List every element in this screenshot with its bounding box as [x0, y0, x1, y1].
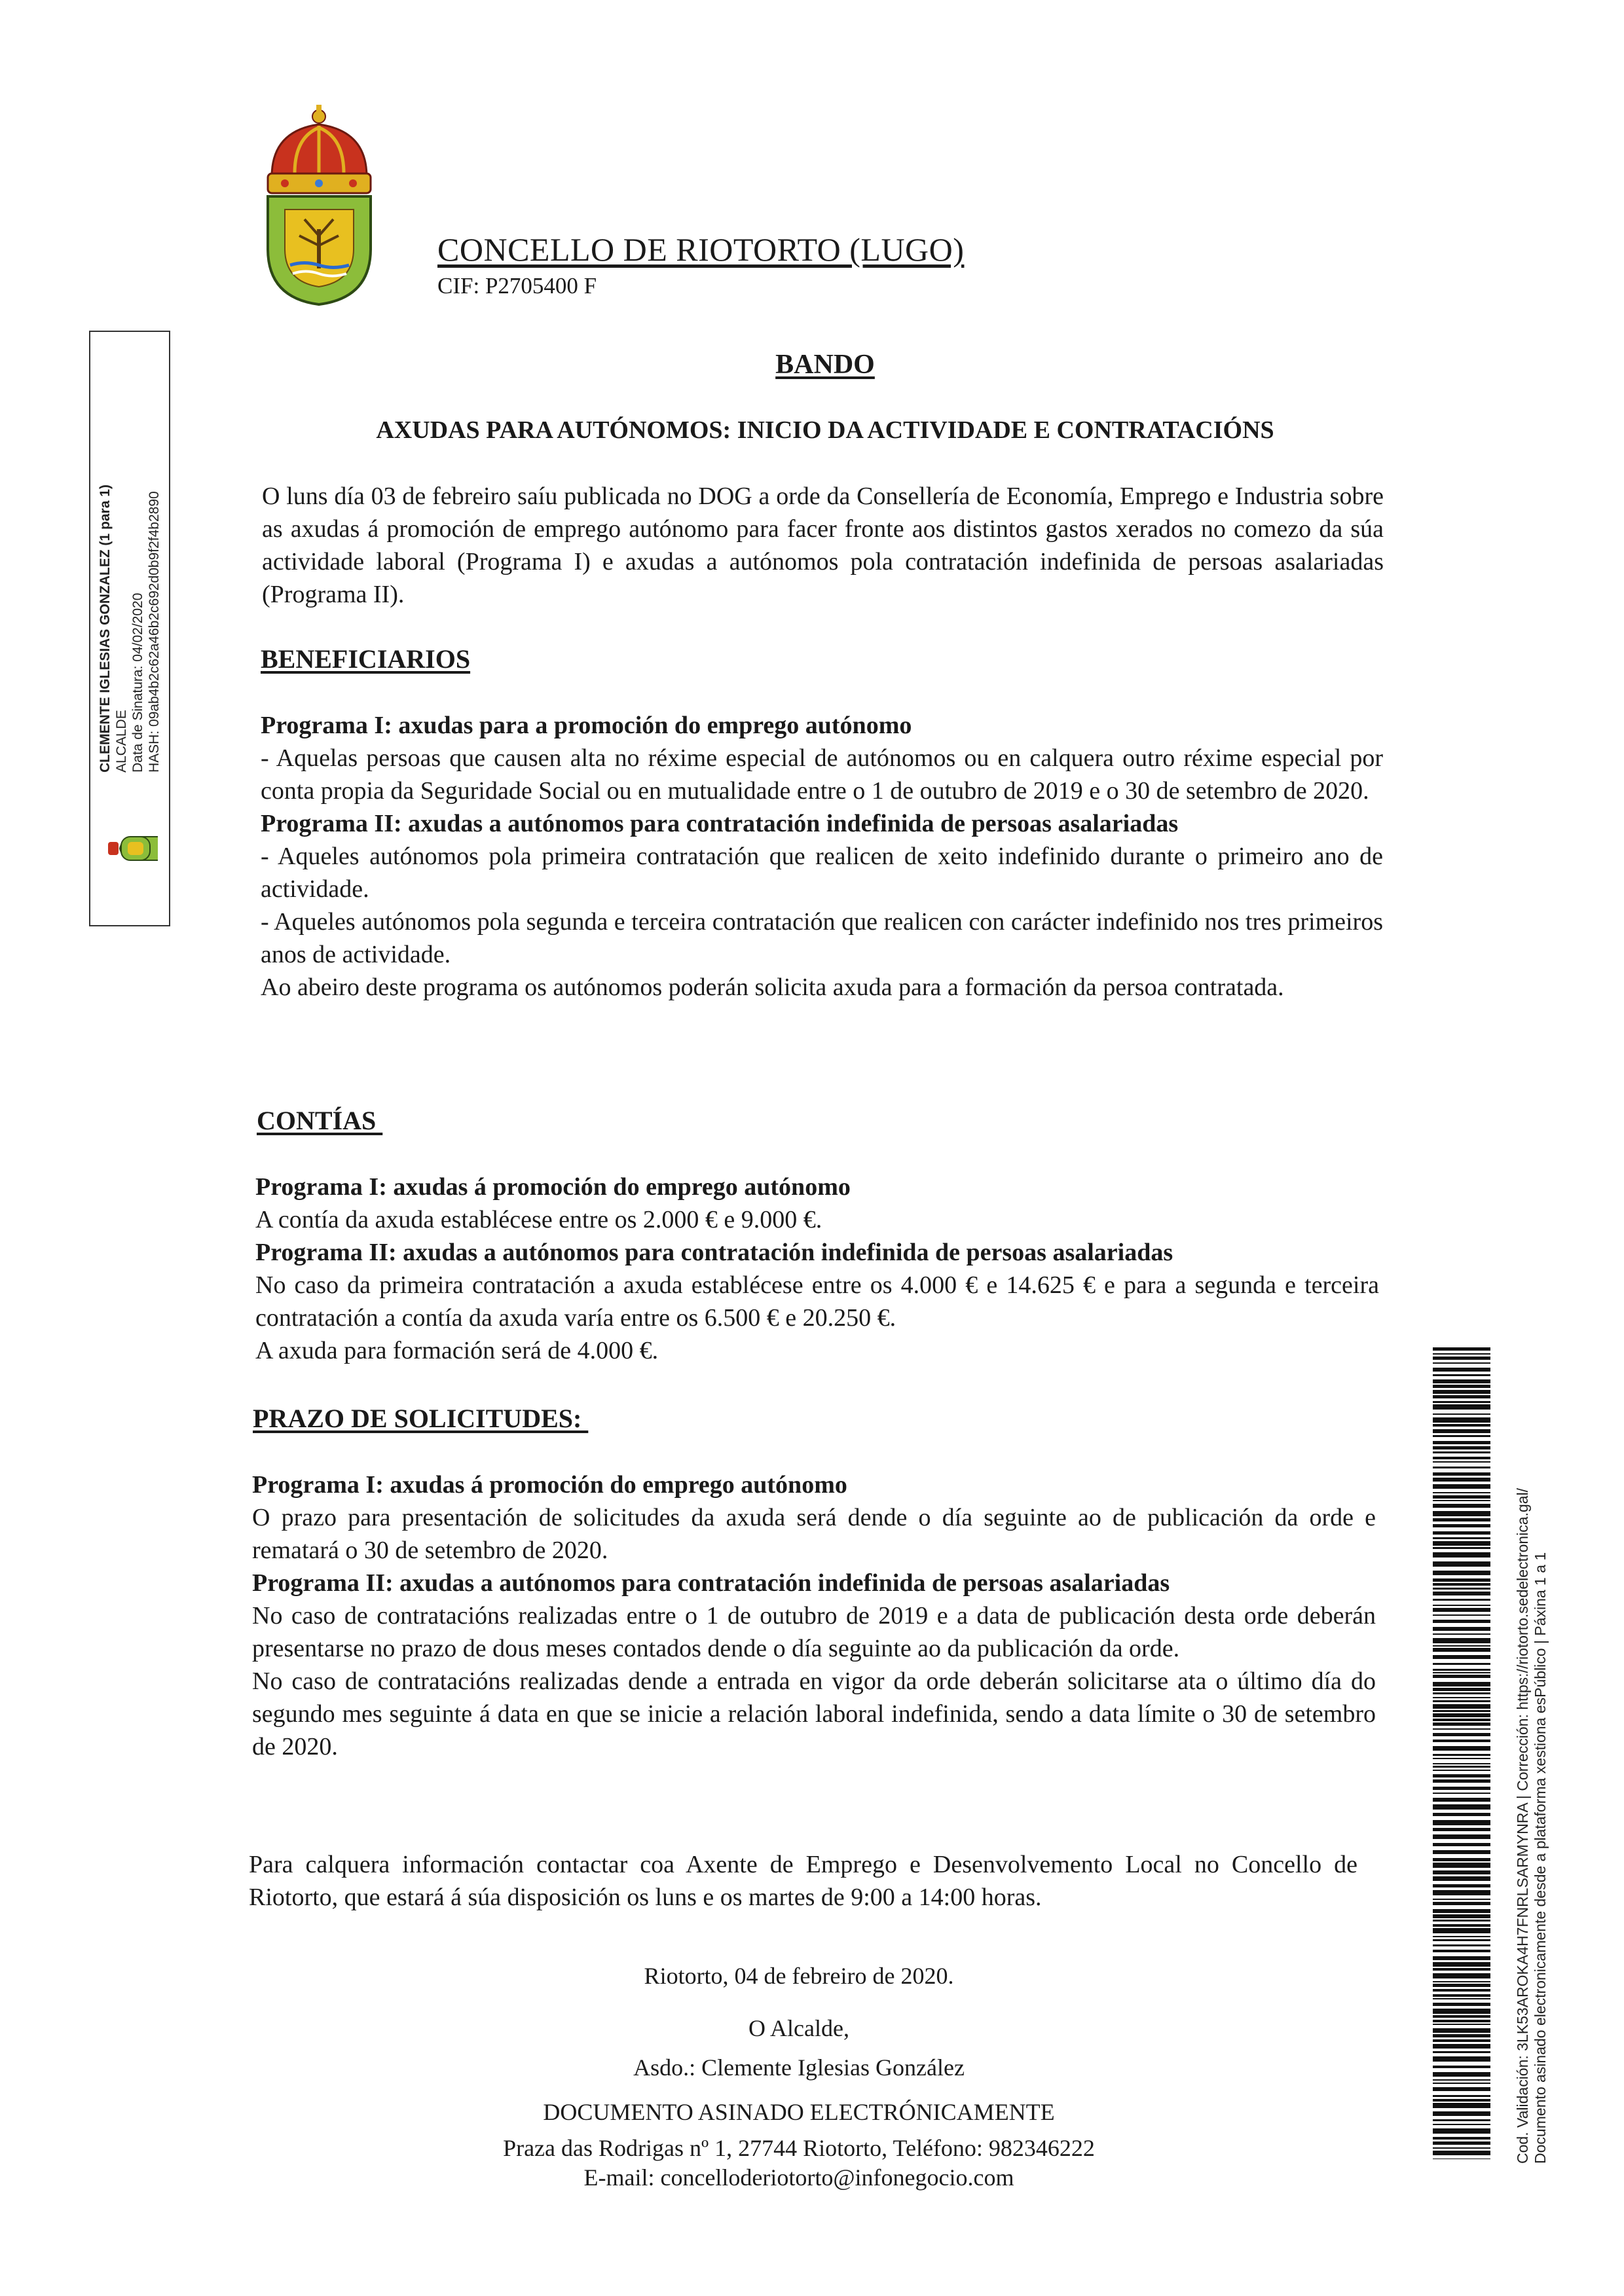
prazo-programa-2-title: Programa II: axudas a autónomos para contratación indefinida de persoas asalariadas	[252, 1569, 1170, 1597]
validation-code: Cod. Validación: 3LK53AROKA4H7FNRLSARMYNRA | Corrección: https://riotorto.sedelectronica.gal/	[1514, 1487, 1531, 2164]
contias-programa-1-title: Programa I: axudas á promoción do emprego autónomo	[255, 1173, 851, 1201]
stamp-crest-icon	[101, 825, 158, 872]
signoff-electronic: DOCUMENTO ASINADO ELECTRÓNICAMENTE	[543, 2099, 1055, 2125]
prazo-programa-1-title: Programa I: axudas á promoción do emprego autónomo	[252, 1471, 847, 1499]
contias-programa-2-text-1: No caso da primeira contratación a axuda establécese entre os 4.000 € e 14.625 € e para a segunda e terceira contratación a contía da axuda varía entre os 6.500 € e 20.250 €.	[255, 1271, 1379, 1332]
section-heading-beneficiarios: BENEFICIARIOS	[261, 644, 471, 674]
beneficiarios-programa-1-title: Programa I: axudas para a promoción do emprego autónomo	[261, 712, 912, 739]
section-heading-prazo: PRAZO DE SOLICITUDES:	[253, 1404, 589, 1433]
signature-stamp-text	[97, 190, 162, 773]
signoff-role: O Alcalde,	[748, 2015, 849, 2041]
prazo-programa-2-text-1: No caso de contratacións realizadas entre o 1 de outubro de 2019 e a data de publicación desta orde deberán presentarse no prazo de dous meses contados dende o día seguinte ao da publicación da orde.	[252, 1602, 1376, 1662]
contias-programa-2-text-2: A axuda para formación será de 4.000 €.	[255, 1337, 659, 1364]
footer-email: E-mail: concelloderiotorto@infonegocio.com	[583, 2164, 1014, 2191]
signature-date: Data de Sinatura: 04/02/2020	[130, 592, 145, 773]
council-cif: CIF: P2705400 F	[437, 273, 597, 299]
beneficiarios-programa-2-text-2: - Aqueles autónomos pola segunda e terceira contratación que realicen con carácter indefinido nos tres primeiros anos de actividade.	[261, 908, 1383, 968]
beneficiarios-programa-2-text-3: Ao abeiro deste programa os autónomos poderán solicita axuda para a formación da persoa contratada.	[261, 974, 1284, 1001]
section-prazo	[252, 1468, 1376, 1763]
council-title: CONCELLO DE RIOTORTO (LUGO)	[437, 231, 965, 268]
footer-address: Praza das Rodrigas nº 1, 27744 Riotorto, Teléfono: 982346222	[503, 2135, 1095, 2161]
validation-barcode	[1433, 1347, 1490, 2159]
signer-role: ALCALDE	[114, 710, 129, 773]
beneficiarios-programa-1-text: - Aquelas persoas que causen alta no réxime especial de autónomos ou en calquera outro réxime especial por conta propia da Seguridade Social ou en mutualidade entre o 1 de outubro de 2019 e o 30 de setembro de 2020.	[261, 744, 1383, 805]
coat-of-arms-logo	[259, 105, 380, 308]
document-title: BANDO	[775, 350, 875, 380]
beneficiarios-programa-2-title: Programa II: axudas a autónomos para contratación indefinida de persoas asalariadas	[261, 810, 1179, 837]
prazo-programa-1-text: O prazo para presentación de solicitudes da axuda será dende o día seguinte ao de publicación da orde e rematará o 30 de setembro de 2020.	[252, 1504, 1376, 1564]
intro-paragraph: O luns día 03 de febreiro saíu publicada no DOG a orde da Consellería de Economía, Emprego e Industria sobre as axudas á promoción de emprego autónomo para facer fronte aos distintos gastos xerados no comezo da súa actividade laboral (Programa I) e axudas a autónomos pola contratación indefinida de persoas asalariadas (Programa II).	[262, 483, 1384, 608]
contact-paragraph: Para calquera información contactar coa Axente de Emprego e Desenvolvemento Local no Concello de Riotorto, que estará á súa disposición os luns e os martes de 9:00 a 14:00 horas.	[249, 1851, 1357, 1911]
signoff-signed: Asdo.: Clemente Iglesias González	[633, 2054, 965, 2081]
document-subtitle: AXUDAS PARA AUTÓNOMOS: INICIO DA ACTIVIDADE E CONTRATACIÓNS	[376, 416, 1274, 444]
contias-programa-2-title: Programa II: axudas a autónomos para contratación indefinida de persoas asalariadas	[255, 1239, 1173, 1266]
beneficiarios-programa-2-text-1: - Aqueles autónomos pola primeira contratación que realicen de xeito indefinido durante o primeiro ano de actividade.	[261, 843, 1383, 903]
contias-programa-1-text: A contía da axuda establécese entre os 2.000 € e 9.000 €.	[255, 1206, 822, 1233]
prazo-programa-2-text-2: No caso de contratacións realizadas dende a entrada en vigor da orde deberán solicitarse ata o último día do segundo mes seguinte á data en que se inicie a relación laboral indefinida, sendo a data límite o 30 de setembro de 2020.	[252, 1667, 1376, 1760]
signature-hash: HASH: 09ab4b2c62a46b2c692d0b9f2f4b2890	[147, 491, 162, 773]
signoff-date: Riotorto, 04 de febreiro de 2020.	[644, 1963, 954, 1989]
validation-platform: Documento asinado electronicamente desde a plataforma xestiona esPúblico | Páxina 1 a 1	[1532, 1552, 1549, 2164]
section-beneficiarios	[261, 709, 1383, 1004]
section-heading-contias: CONTÍAS	[257, 1106, 383, 1135]
validation-barcode-text	[1514, 1444, 1549, 2164]
signer-name: CLEMENTE IGLESIAS GONZALEZ (1 para 1)	[98, 484, 113, 773]
section-contias	[255, 1171, 1379, 1367]
